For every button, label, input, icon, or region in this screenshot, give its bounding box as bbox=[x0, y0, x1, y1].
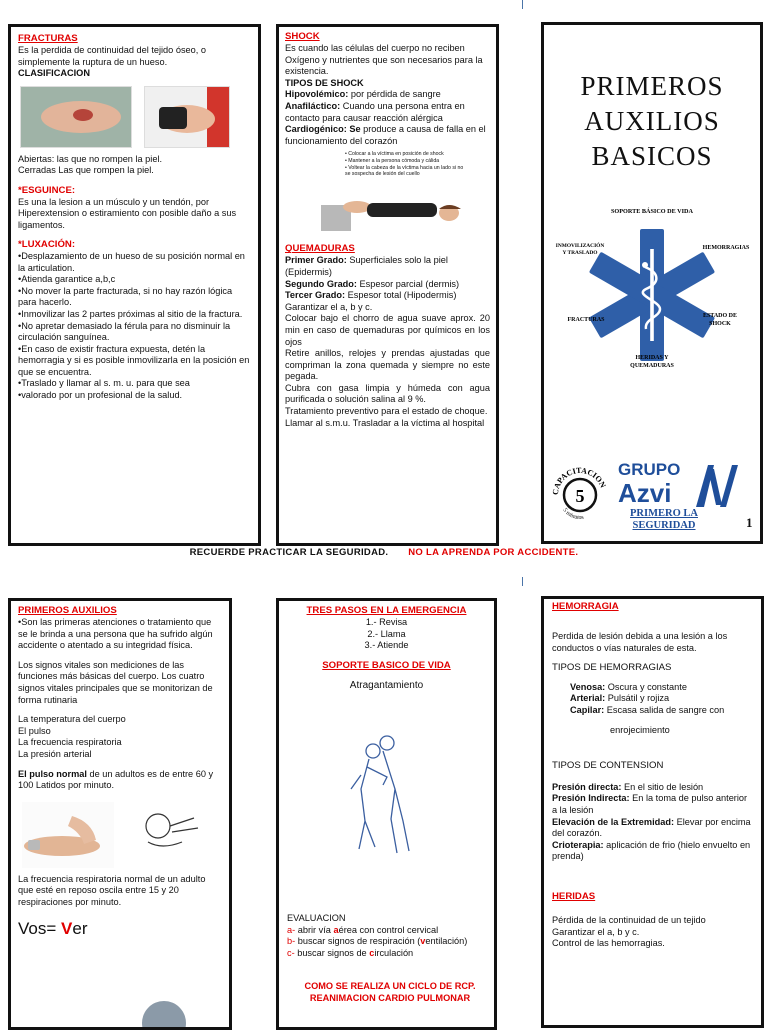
list-item: La temperatura del cuerpo bbox=[18, 714, 126, 725]
closed-fracture-image bbox=[144, 86, 230, 148]
list-item: •Atienda garantice a,b,c bbox=[18, 274, 116, 285]
carotid-pulse-illustration bbox=[128, 802, 208, 868]
star-label-bottom: HERIDAS Y bbox=[635, 355, 669, 361]
hemorragia-types bbox=[552, 682, 753, 736]
azvi-label: Azvi bbox=[618, 478, 672, 508]
capacitacion-badge-icon bbox=[548, 461, 612, 525]
shock-position-illustration bbox=[317, 187, 467, 237]
evaluacion-block bbox=[287, 913, 493, 1005]
footer-left-text: RECUERDE PRACTICAR LA SEGURIDAD. bbox=[189, 547, 389, 558]
badge-ring-text-2: 5 minutos bbox=[561, 507, 585, 522]
cerradas-text: Cerradas Las que rompen la piel. bbox=[18, 165, 154, 176]
shock-definition: Es cuando las células del cuerpo no reciben Oxígeno y nutrientes que son necesarios para la existencia. bbox=[285, 43, 483, 77]
grupo-label: GRUPO bbox=[618, 460, 681, 479]
shock-title: SHOCK bbox=[285, 31, 320, 42]
list-item: Pérdida de la continuidad de un tejido bbox=[552, 914, 706, 925]
list-item: •No mover la parte fracturada, si no hay razón lógica para hacerlo. bbox=[18, 285, 233, 308]
list-item: Tratamiento preventivo para el estado de choque. bbox=[285, 406, 488, 417]
rcp-title: COMO SE REALIZA UN CICLO DE RCP. bbox=[304, 981, 476, 992]
star-label-left-bottom: FRACTURAS bbox=[567, 317, 605, 323]
pulso-normal-text: El pulso normal de un adultos es de entre 60 y 100 Latidos por minuto. bbox=[18, 768, 214, 791]
open-fracture-illustration bbox=[21, 87, 131, 147]
list-item: La frecuencia respiratoria bbox=[18, 737, 122, 748]
list-item: •En caso de existir fractura expuesta, detén la hemorragia y si es posible inmovilizarla en la posición en que se encuentra. bbox=[18, 343, 250, 377]
rcp-subtitle: REANIMACION CARDIO PULMONAR bbox=[309, 992, 471, 1003]
fracture-images bbox=[18, 86, 251, 150]
list-item: Control de las hemorragias. bbox=[552, 938, 665, 949]
contension-item: Elevación de la Extremidad: Elevar por encima del corazón. bbox=[552, 816, 751, 839]
cover-title-line: BASICOS bbox=[591, 141, 713, 171]
list-item: Garantizar el a, b y c. bbox=[552, 926, 640, 937]
clasificacion-label: CLASIFICACION bbox=[18, 68, 90, 79]
company-logo bbox=[548, 461, 760, 541]
tipos-shock-title: TIPOS DE SHOCK bbox=[285, 77, 364, 88]
hemorragia-definition: Perdida de lesión debida a una lesión a los conductos o vías naturales de esta. bbox=[552, 631, 728, 653]
evaluacion-title: EVALUACION bbox=[287, 913, 346, 923]
enrojecimiento-text: enrojecimiento bbox=[610, 724, 670, 735]
panel-primeros-auxilios bbox=[8, 598, 232, 1030]
shock-type-cardiogenico: Cardiogénico: Se produce a causa de falla en el funcionamiento del corazón bbox=[285, 124, 486, 146]
soporte-basico-title: SOPORTE BASICO DE VIDA bbox=[322, 659, 451, 671]
star-label-bottom-2: QUEMADURAS bbox=[630, 363, 674, 369]
list-item: Retire anillos, relojes y prendas ajustadas que compriman la zona quemada y siempre no este pegada. bbox=[285, 348, 490, 382]
pulse-images bbox=[18, 796, 222, 870]
fold-mark bbox=[522, 577, 523, 586]
slogan-line: PRIMERO LA bbox=[630, 508, 698, 519]
page-number: 1 bbox=[746, 515, 753, 530]
hem-type-capilar: Capilar: Escasa salida de sangre con bbox=[570, 704, 725, 715]
hem-type-venosa: Venosa: Oscura y constante bbox=[570, 681, 687, 692]
list-item: Cubra con gasa limpia y húmeda con agua purificada o solución salina al 9 %. bbox=[285, 382, 490, 405]
list-item: La presión arterial bbox=[18, 748, 92, 759]
list-item: El pulso bbox=[18, 725, 51, 736]
steps-list bbox=[287, 617, 486, 652]
badge-digit: 5 bbox=[575, 486, 585, 506]
burn-instructions bbox=[285, 302, 490, 430]
footer-right-text: NO LA APRENDA POR ACCIDENTE. bbox=[408, 547, 579, 558]
eval-item-a: a- abrir vía aérea con control cervical bbox=[287, 924, 439, 935]
star-label-right-bottom-2: SHOCK bbox=[709, 321, 731, 327]
heimlich-illustration bbox=[343, 729, 423, 859]
burn-grade-1: Primer Grado: Superficiales solo la piel (Epidermis) bbox=[285, 255, 448, 277]
step-item: 2.- Llama bbox=[367, 628, 406, 639]
shock-note: • Voltear la cabeza de la víctima hacia un lado si no se sospecha de lesión del cuello bbox=[345, 164, 464, 178]
list-item: •Inmovilizar las 2 partes próximas al sitio de la fractura. bbox=[18, 308, 243, 319]
abiertas-text: Abiertas: las que no rompen la piel. bbox=[18, 153, 163, 164]
badge-ring-text: CAPACITACION bbox=[550, 465, 608, 496]
heridas-title: HERIDAS bbox=[552, 890, 596, 902]
tipos-contension-title: TIPOS DE CONTENSION bbox=[552, 760, 664, 772]
list-item: Llamar al s.m.u. Trasladar a la víctima al hospital bbox=[285, 417, 485, 428]
fracturas-definition: Es la perdida de continuidad del tejido óseo, o simplemente la ruptura de un hueso. bbox=[18, 45, 206, 67]
primeros-auxilios-title: PRIMEROS AUXILIOS bbox=[18, 605, 117, 616]
wrist-pulse-illustration bbox=[22, 802, 114, 868]
star-of-life-icon bbox=[544, 201, 760, 381]
shock-note: • Mantener a la persona cómoda y cálida bbox=[345, 157, 440, 164]
open-fracture-image bbox=[20, 86, 132, 148]
hem-type-arterial: Arterial: Pulsátil y rojiza bbox=[570, 693, 670, 704]
list-item: •Desplazamiento de un hueso de su posición normal en la articulation. bbox=[18, 250, 245, 273]
shock-note: • Colocar a la víctima en posición de shock bbox=[345, 151, 444, 158]
step-item: 1.- Revisa bbox=[365, 617, 408, 627]
luxacion-list bbox=[18, 251, 251, 402]
slogan bbox=[618, 508, 710, 532]
esguince-definition: Es una la lesion a un músculo y un tendón, por Hiperextension o estiramiento con posible daño a sus ligamentos. bbox=[18, 196, 237, 230]
star-label-left-top: INMOVILIZACIÓN bbox=[555, 243, 605, 249]
cover-title-line: PRIMEROS bbox=[580, 71, 724, 101]
vos-line: Vos= Ver bbox=[18, 918, 88, 938]
panel-hemorragia bbox=[541, 596, 764, 1028]
contension-item: Crioterapia: aplicación de frio (hielo envuelto en prenda) bbox=[552, 839, 751, 862]
list-item: Garantizar el a, b y c. bbox=[285, 301, 373, 312]
star-label-top: SOPORTE BÁSICO DE VIDA bbox=[610, 208, 694, 215]
atragantamiento-label: Atragantamiento bbox=[349, 679, 424, 691]
contension-item: Presión Indirecta: En la toma de pulso anterior a la lesión bbox=[552, 793, 748, 815]
list-item: •No apretar demasiado la férula para no disminuir la circulación sanguínea. bbox=[18, 320, 231, 343]
cover-title bbox=[544, 69, 760, 174]
list-item: •valorado por un profesional de la salud. bbox=[18, 390, 183, 401]
tres-pasos-title: TRES PASOS EN LA EMERGENCIA bbox=[306, 605, 467, 616]
slogan-line: SEGURIDAD bbox=[632, 520, 696, 531]
star-label-left-top-2: Y TRASLADO bbox=[562, 250, 598, 256]
cover-title-line: AUXILIOS bbox=[584, 106, 720, 136]
burn-grade-2: Segundo Grado: Espesor parcial (dermis) bbox=[285, 278, 460, 289]
luxacion-title: *LUXACIÓN: bbox=[18, 239, 76, 251]
step-item: 3.- Atiende bbox=[364, 640, 409, 651]
list-item: Colocar bajo el chorro de agua suave aprox. 20 min en caso de quemaduras por químicos en los ojos bbox=[285, 313, 490, 347]
list-item: •Traslado y llamar al s. m. u. para que sea bbox=[18, 378, 190, 389]
panel-shock bbox=[276, 24, 499, 546]
star-label-right-bottom: ESTADO DE bbox=[702, 313, 738, 319]
shock-type-hipovolemico: Hipovolémico: por pérdida de sangre bbox=[285, 89, 441, 100]
panel-fracturas bbox=[8, 24, 261, 546]
contension-item: Presión directa: En el sitio de lesión bbox=[552, 781, 704, 792]
tipos-hemorragias-title: TIPOS DE HEMORRAGIAS bbox=[552, 662, 672, 674]
esguince-title: *ESGUINCE: bbox=[18, 184, 76, 196]
hemorragia-title: HEMORRAGIA bbox=[552, 601, 619, 612]
shock-type-anafilactico: Anafiláctico: Cuando una persona entra en contacto para causar reacción alérgica bbox=[285, 100, 465, 123]
azvi-mark-icon bbox=[694, 463, 738, 509]
frecuencia-respiratoria-text: La frecuencia respiratoria normal de un adulto que esté en reposo oscila entre 15 y 20 respiraciones por minuto. bbox=[18, 873, 206, 907]
shock-position-figure bbox=[285, 151, 490, 243]
footer-banner bbox=[0, 547, 768, 558]
signos-vitales-text: Los signos vitales son mediciones de las funciones más básicas del cuerpo. Los cuatro signos vitales principales que se monitorizan de forma rutinaria bbox=[18, 659, 213, 705]
primeros-auxilios-intro: •Son las primeras atenciones o tratamiento que se le brinda a una persona que ha sufrido algún accidente o atentado a su integridad física. bbox=[18, 617, 213, 651]
fracturas-title: FRACTURAS bbox=[18, 33, 78, 44]
eval-item-c: c- buscar signos de circulación bbox=[287, 947, 414, 958]
fold-mark bbox=[522, 0, 523, 9]
panel-cover bbox=[541, 22, 763, 544]
eval-item-b: b- buscar signos de respiración (ventilación) bbox=[287, 936, 468, 947]
quemaduras-title: QUEMADURAS bbox=[285, 243, 355, 255]
panel-tres-pasos bbox=[276, 598, 497, 1030]
burn-grade-3: Tercer Grado: Espesor total (Hipodermis) bbox=[285, 290, 457, 301]
star-label-right-top: HEMORRAGIAS bbox=[702, 245, 750, 251]
closed-fracture-illustration bbox=[145, 87, 229, 147]
